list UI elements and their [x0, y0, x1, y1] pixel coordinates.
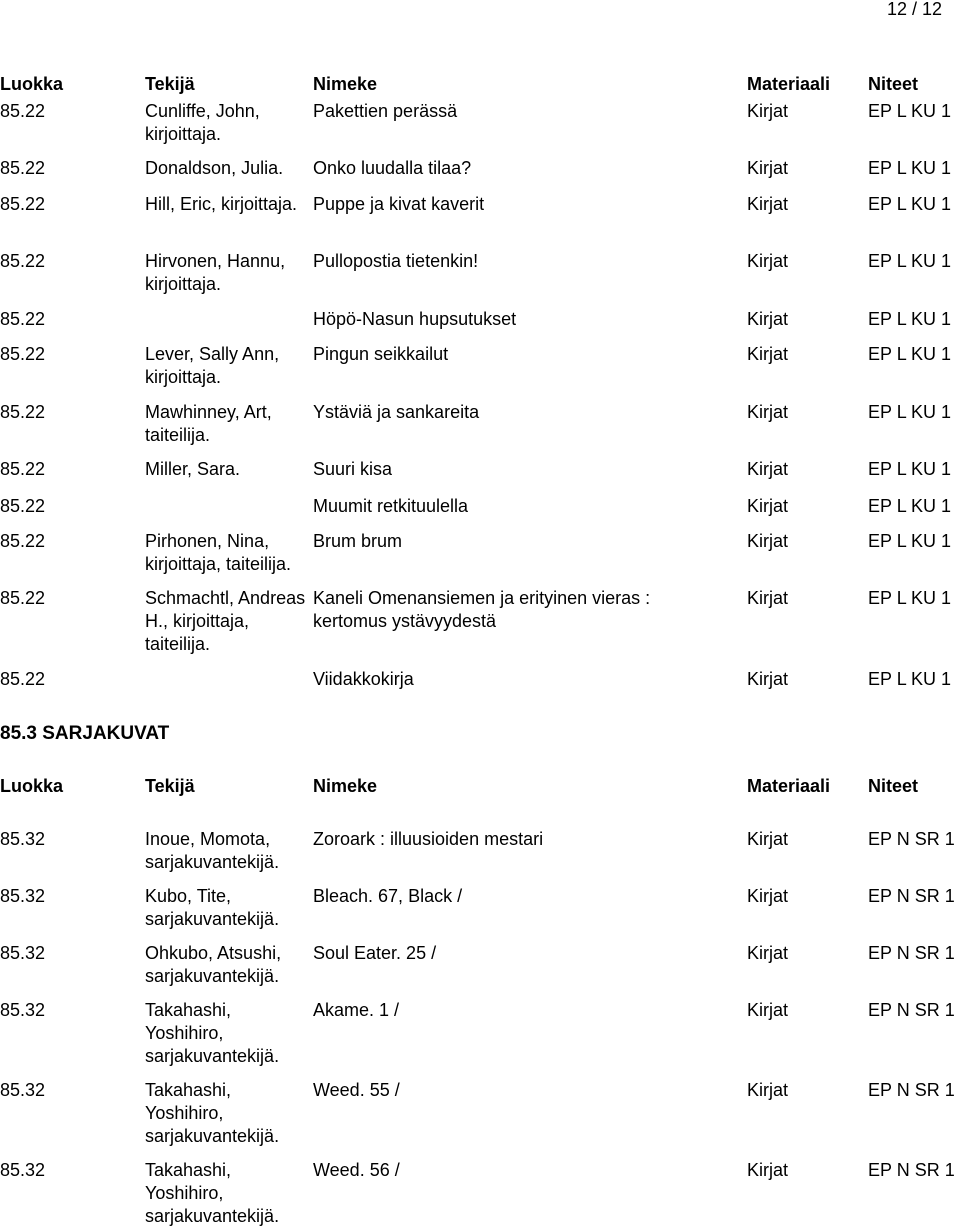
table-row — [0, 193, 960, 216]
cell-niteet: EP N SR 1 — [868, 829, 955, 849]
table-row — [0, 1079, 960, 1146]
header-materiaali: Materiaali — [747, 776, 831, 796]
table-row — [0, 942, 960, 986]
cell-luokka: 85.32 — [0, 943, 46, 963]
header-nimeke: Nimeke — [313, 776, 378, 796]
page-number: 12 / 12 — [886, 0, 942, 19]
cell-nimeke: Brum brum — [313, 531, 403, 551]
cell-niteet: EP L KU 1 — [868, 496, 952, 516]
cell-materiaali: Kirjat — [747, 943, 789, 963]
cell-nimeke: Weed. 56 / — [313, 1160, 400, 1180]
cell-luokka: 85.32 — [0, 1000, 46, 1020]
cell-nimeke: Pullopostia tietenkin! — [313, 251, 479, 271]
table-row — [0, 999, 960, 1066]
cell-tekija: Cunliffe, John, kirjoittaja. — [145, 101, 260, 144]
cell-materiaali: Kirjat — [747, 531, 789, 551]
cell-nimeke: Zoroark : illuusioiden mestari — [313, 829, 544, 849]
cell-tekija: Takahashi, Yoshihiro, sarjakuvantekijä. — [145, 1000, 280, 1066]
cell-tekija: Mawhinney, Art, taiteilija. — [145, 402, 272, 445]
table-row — [0, 343, 960, 387]
header-tekija: Tekijä — [145, 776, 195, 796]
cell-tekija: Lever, Sally Ann, kirjoittaja. — [145, 344, 280, 387]
cell-luokka: 85.22 — [0, 588, 46, 608]
cell-nimeke: Puppe ja kivat kaverit — [313, 194, 485, 214]
cell-nimeke: Weed. 55 / — [313, 1080, 400, 1100]
cell-tekija: Inoue, Momota, sarjakuvantekijä. — [145, 829, 280, 872]
cell-materiaali: Kirjat — [747, 101, 789, 121]
table-row — [0, 100, 960, 144]
table-row — [0, 668, 960, 691]
header-luokka: Luokka — [0, 74, 64, 94]
cell-tekija: Takahashi, Yoshihiro, sarjakuvantekijä. — [145, 1160, 280, 1226]
cell-niteet: EP L KU 1 — [868, 194, 952, 214]
cell-niteet: EP L KU 1 — [868, 158, 952, 178]
cell-tekija: Hill, Eric, kirjoittaja. — [145, 194, 298, 214]
cell-materiaali: Kirjat — [747, 158, 789, 178]
table-row — [0, 308, 960, 331]
cell-tekija: Schmachtl, Andreas H., kirjoittaja, taiteilija. — [145, 588, 306, 654]
cell-materiaali: Kirjat — [747, 588, 789, 608]
cell-niteet: EP N SR 1 — [868, 943, 955, 963]
table-row — [0, 587, 960, 654]
cell-luokka: 85.22 — [0, 344, 46, 364]
cell-tekija: Takahashi, Yoshihiro, sarjakuvantekijä. — [145, 1080, 280, 1146]
cell-luokka: 85.22 — [0, 194, 46, 214]
cell-luokka: 85.22 — [0, 101, 46, 121]
cell-luokka: 85.22 — [0, 669, 46, 689]
table-row — [0, 458, 960, 481]
cell-niteet: EP L KU 1 — [868, 459, 952, 479]
table-row — [0, 828, 960, 872]
table-row — [0, 495, 960, 518]
cell-materiaali: Kirjat — [747, 402, 789, 422]
cell-niteet: EP N SR 1 — [868, 1080, 955, 1100]
cell-materiaali: Kirjat — [747, 309, 789, 329]
header-niteet: Niteet — [868, 776, 919, 796]
cell-nimeke: Pingun seikkailut — [313, 344, 449, 364]
cell-materiaali: Kirjat — [747, 251, 789, 271]
cell-niteet: EP N SR 1 — [868, 1000, 955, 1020]
cell-luokka: 85.22 — [0, 496, 46, 516]
cell-nimeke: Bleach. 67, Black / — [313, 886, 463, 906]
table-row — [0, 250, 960, 294]
cell-niteet: EP N SR 1 — [868, 1160, 955, 1180]
header-luokka: Luokka — [0, 776, 64, 796]
table-row — [0, 157, 960, 180]
cell-luokka: 85.32 — [0, 1080, 46, 1100]
cell-niteet: EP L KU 1 — [868, 402, 952, 422]
cell-materiaali: Kirjat — [747, 829, 789, 849]
cell-nimeke: Suuri kisa — [313, 459, 393, 479]
cell-luokka: 85.22 — [0, 251, 46, 271]
cell-luokka: 85.32 — [0, 1160, 46, 1180]
cell-nimeke: Kaneli Omenansiemen ja erityinen vieras : kertomus ystävyydestä — [313, 588, 651, 631]
cell-materiaali: Kirjat — [747, 1000, 789, 1020]
header-nimeke: Nimeke — [313, 74, 378, 94]
cell-luokka: 85.22 — [0, 531, 46, 551]
cell-luokka: 85.22 — [0, 158, 46, 178]
cell-materiaali: Kirjat — [747, 496, 789, 516]
cell-tekija: Pirhonen, Nina, kirjoittaja, taiteilija. — [145, 531, 292, 574]
cell-materiaali: Kirjat — [747, 1080, 789, 1100]
cell-nimeke: Höpö-Nasun hupsutukset — [313, 309, 517, 329]
cell-luokka: 85.22 — [0, 402, 46, 422]
header-niteet: Niteet — [868, 74, 919, 94]
table-header — [0, 73, 960, 96]
header-tekija: Tekijä — [145, 74, 195, 94]
cell-niteet: EP L KU 1 — [868, 588, 952, 608]
cell-nimeke: Pakettien perässä — [313, 101, 458, 121]
cell-luokka: 85.32 — [0, 829, 46, 849]
cell-luokka: 85.22 — [0, 459, 46, 479]
cell-luokka: 85.22 — [0, 309, 46, 329]
cell-tekija: Ohkubo, Atsushi, sarjakuvantekijä. — [145, 943, 282, 986]
cell-niteet: EP L KU 1 — [868, 251, 952, 271]
cell-niteet: EP L KU 1 — [868, 531, 952, 551]
cell-materiaali: Kirjat — [747, 344, 789, 364]
cell-materiaali: Kirjat — [747, 194, 789, 214]
cell-niteet: EP L KU 1 — [868, 344, 952, 364]
cell-nimeke: Onko luudalla tilaa? — [313, 158, 472, 178]
cell-tekija: Donaldson, Julia. — [145, 158, 284, 178]
cell-tekija: Kubo, Tite, sarjakuvantekijä. — [145, 886, 280, 929]
cell-materiaali: Kirjat — [747, 886, 789, 906]
section-title: 85.3 SARJAKUVAT — [0, 723, 170, 744]
header-materiaali: Materiaali — [747, 74, 831, 94]
table-row — [0, 1159, 960, 1226]
cell-nimeke: Ystäviä ja sankareita — [313, 402, 480, 422]
cell-nimeke: Muumit retkituulella — [313, 496, 469, 516]
cell-niteet: EP L KU 1 — [868, 669, 952, 689]
table-header — [0, 775, 960, 798]
cell-niteet: EP L KU 1 — [868, 101, 952, 121]
table-row — [0, 530, 960, 574]
cell-tekija: Hirvonen, Hannu, kirjoittaja. — [145, 251, 286, 294]
table-row — [0, 885, 960, 929]
cell-nimeke: Soul Eater. 25 / — [313, 943, 437, 963]
cell-luokka: 85.32 — [0, 886, 46, 906]
table-row — [0, 401, 960, 445]
cell-niteet: EP L KU 1 — [868, 309, 952, 329]
cell-materiaali: Kirjat — [747, 669, 789, 689]
cell-nimeke: Viidakkokirja — [313, 669, 414, 689]
cell-materiaali: Kirjat — [747, 459, 789, 479]
cell-niteet: EP N SR 1 — [868, 886, 955, 906]
cell-tekija: Miller, Sara. — [145, 459, 241, 479]
cell-materiaali: Kirjat — [747, 1160, 789, 1180]
cell-nimeke: Akame. 1 / — [313, 1000, 400, 1020]
